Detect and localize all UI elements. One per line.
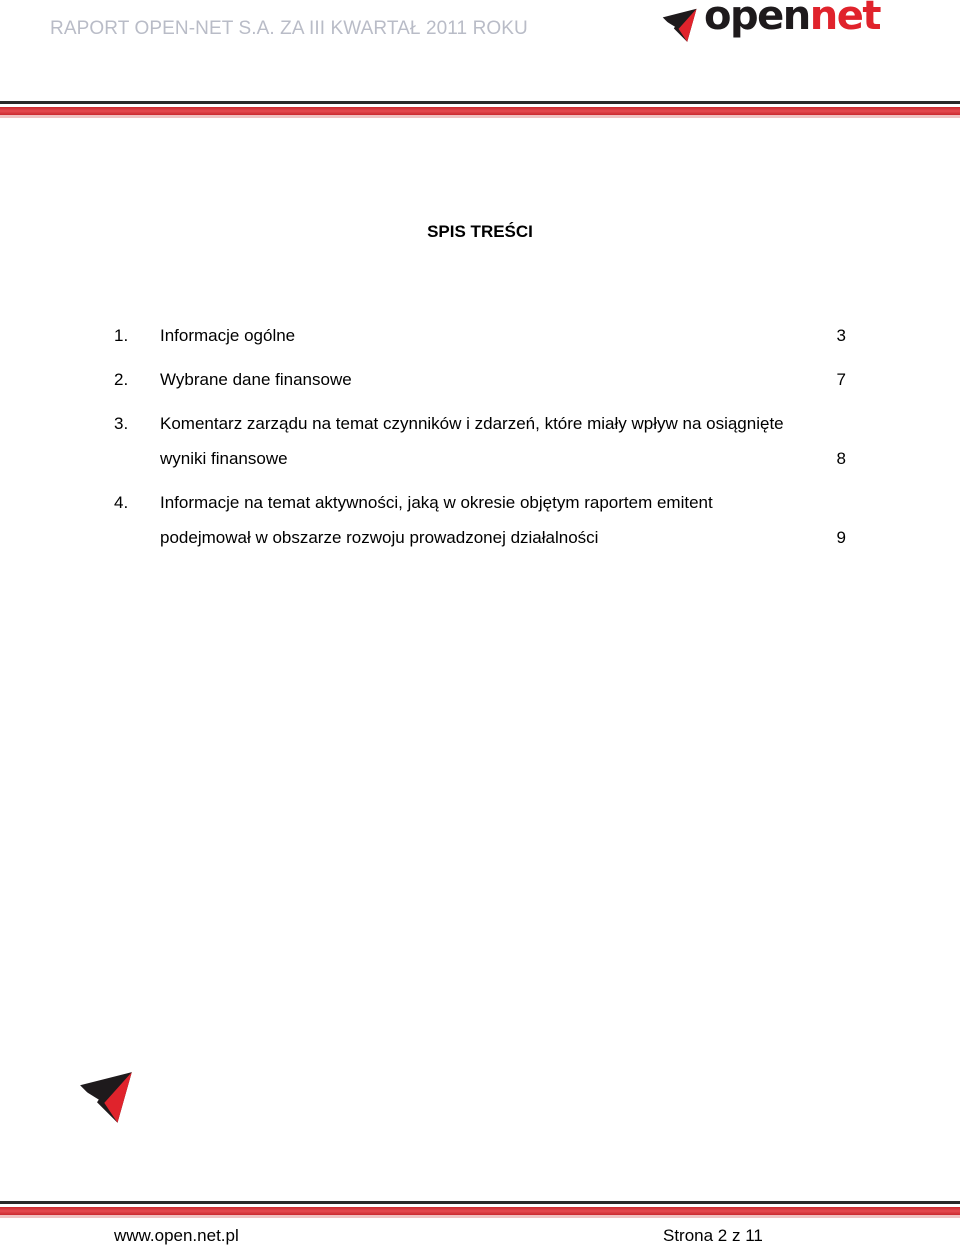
logo-word-open: open	[704, 0, 810, 39]
toc-item-label-line-1: Informacje na temat aktywności, jaką w okresie objętym raportem emitent	[160, 493, 713, 512]
footer-rule	[0, 1201, 960, 1218]
toc-item[interactable]	[114, 413, 846, 471]
toc-item-label: Wybrane dane finansowe	[160, 370, 352, 389]
toc-item-page: 9	[836, 528, 846, 547]
footer-page-number: Strona 2 z 11	[663, 1226, 763, 1245]
logo-word-net: net	[809, 0, 880, 39]
paper-plane-logo-icon	[662, 8, 698, 44]
toc-item-number: 1.	[114, 326, 129, 345]
header-rule	[0, 101, 960, 118]
footer-website-link[interactable]: www.open.net.pl	[114, 1226, 239, 1245]
toc-item-number: 3.	[114, 414, 129, 433]
logo-wordmark	[704, 0, 880, 39]
toc-item-number: 2.	[114, 370, 129, 389]
toc-heading: SPIS TREŚCI	[427, 222, 533, 241]
paper-plane-icon	[79, 1071, 134, 1126]
toc-item-label-line-1: Komentarz zarządu na temat czynników i zdarzeń, które miały wpływ na osiągnięte	[160, 414, 784, 433]
toc-item-label-line-2: wyniki finansowe	[160, 449, 288, 468]
toc-item-number: 4.	[114, 493, 129, 512]
toc-item-label: Informacje ogólne	[160, 326, 296, 345]
report-header-title: RAPORT OPEN-NET S.A. ZA III KWARTAŁ 2011 ROKU	[50, 18, 528, 39]
toc-item-label-line-2: podejmował w obszarze rozwoju prowadzonej działalności	[160, 528, 599, 547]
toc-item-page: 8	[836, 449, 846, 468]
toc-item[interactable]	[114, 492, 846, 550]
toc-item-page: 7	[836, 370, 846, 389]
toc-item-page: 3	[836, 326, 846, 345]
opennet-logo	[662, 2, 887, 54]
